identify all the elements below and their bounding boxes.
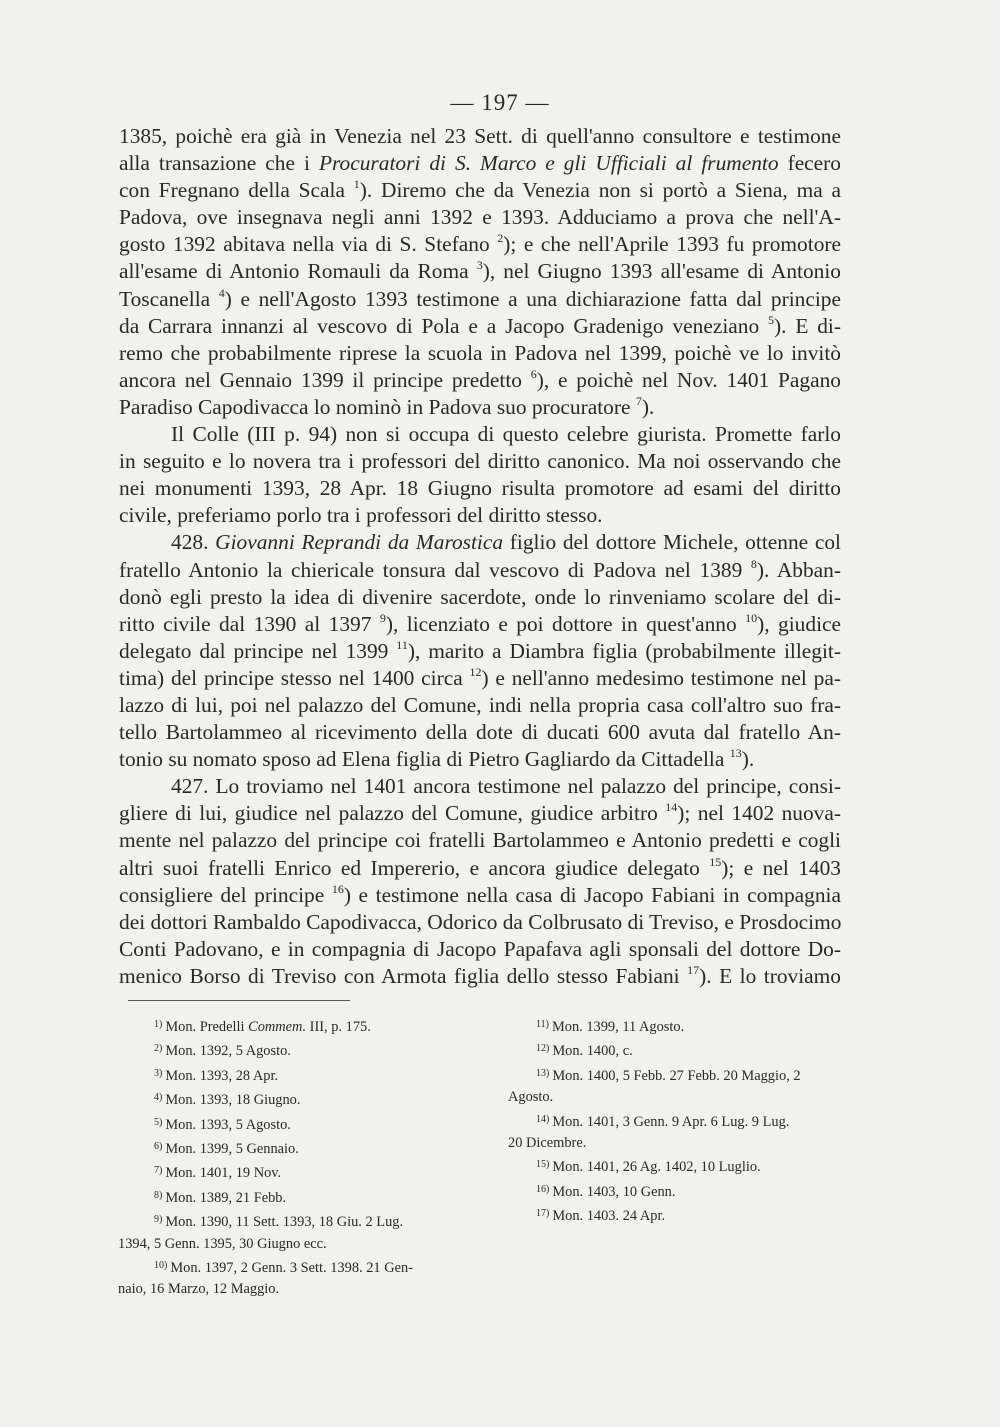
footnote bbox=[508, 1063, 858, 1087]
body-line: remo che probabilmente riprese la scuola in Padova nel 1399, poichè ve lo invitò bbox=[119, 340, 841, 365]
footnote-number: 15) bbox=[536, 1159, 550, 1171]
footnote-number: 12) bbox=[536, 1043, 550, 1055]
page-number: — 197 — bbox=[450, 90, 550, 115]
body-line: civile, preferiamo porlo tra i professori del diritto stesso. bbox=[119, 503, 603, 528]
footnote-number: 6) bbox=[154, 1141, 163, 1153]
body-line: tima) del principe stesso nel 1400 circa $^{12}$) e nell'anno medesimo testimone nel pa- bbox=[119, 664, 841, 690]
body-line: 1385, poichè era già in Venezia nel 23 Sett. di quell'anno consultore e testimone bbox=[119, 124, 841, 148]
footnote-text: Mon. 1389, 21 Febb. bbox=[165, 1189, 287, 1206]
body-line: alla transazione che i Procuratori di S. Marco e gli Ufficiali al frumento fecero bbox=[119, 151, 841, 176]
footnote-text: Mon. 1401, 26 Ag. 1402, 10 Luglio. bbox=[552, 1159, 761, 1176]
body-line: mente nel palazzo del principe coi fratelli Bartolammeo e Antonio predetti e cogli bbox=[119, 828, 841, 853]
footnote bbox=[508, 1087, 858, 1108]
body-line: donò egli presto la idea di divenire sacerdote, onde lo rinveniamo scolare del di- bbox=[119, 584, 841, 609]
footnote bbox=[508, 1154, 858, 1178]
footnote-number: 5) bbox=[154, 1116, 163, 1128]
footnote bbox=[118, 1136, 468, 1160]
body-line: dei dottori Rambaldo Capodivacca, Odorico da Colbrusato di Treviso, e Prosdocimo bbox=[119, 909, 842, 934]
footnote bbox=[118, 1112, 468, 1136]
body-line: gliere di lui, giudice nel palazzo del Comune, giudice arbitro $^{14}$); nel 1402 nuova- bbox=[119, 800, 841, 826]
footnote bbox=[508, 1203, 858, 1227]
body-line: menico Borso di Treviso con Armota figlia dello stesso Fabiani $^{17}$). E lo troviamo bbox=[119, 962, 842, 988]
body-line: Conti Padovano, e in compagnia di Jacopo Papafava agli sponsali del dottore Do- bbox=[119, 936, 841, 961]
footnote-number: 9) bbox=[154, 1214, 163, 1226]
footnote-text: Mon. 1393, 18 Giugno. bbox=[165, 1092, 301, 1109]
footnote-text: Mon. 1401, 19 Nov. bbox=[165, 1165, 282, 1182]
footnote-text: Mon. 1393, 28 Apr. bbox=[165, 1067, 279, 1084]
footnote-text: Mon. 1401, 3 Genn. 9 Apr. 6 Lug. 9 Lug. bbox=[552, 1113, 790, 1130]
body-line: Toscanella $^4$) e nell'Agosto 1393 testimone a una dichiarazione fatta dal principe bbox=[119, 285, 841, 311]
footnotes-left-column bbox=[118, 1014, 468, 1301]
footnote-text: Mon. 1393, 5 Agosto. bbox=[165, 1116, 291, 1133]
footnote-number: 8) bbox=[154, 1189, 163, 1201]
body-line: tonio su nomato sposo ad Elena figlia di Pietro Gagliardo da Cittadella $^{13}$). bbox=[119, 746, 755, 772]
footnote-number: 14) bbox=[536, 1113, 550, 1125]
footnote-number: 3) bbox=[154, 1067, 163, 1079]
body-line: fratello Antonio la chiericale tonsura dal vescovo di Padova nel 1389 $^8$). Abban- bbox=[119, 556, 841, 582]
footnote-text: Mon. 1403, 10 Genn. bbox=[552, 1183, 676, 1200]
body-line: gosto 1392 abitava nella via di S. Stefano $^2$); e che nell'Aprile 1393 fu promotore bbox=[119, 231, 842, 257]
footnote-number: 17) bbox=[536, 1208, 550, 1220]
footnote-text: Mon. 1400, 5 Febb. 27 Febb. 20 Maggio, 2 bbox=[552, 1067, 801, 1084]
footnote-number: 11) bbox=[536, 1019, 549, 1030]
body-line: consigliere del principe $^{16}$) e testimone nella casa di Jacopo Fabiani in compagnia bbox=[119, 881, 841, 907]
footnote-text: Agosto. bbox=[508, 1089, 554, 1106]
footnote-text: Mon. 1399, 5 Gennaio. bbox=[165, 1141, 299, 1158]
footnote bbox=[118, 1279, 468, 1300]
body-line: lazzo di lui, poi nel palazzo del Comune, indi nella propria casa coll'altro suo fra- bbox=[119, 692, 841, 717]
footnote bbox=[508, 1179, 858, 1203]
body-line: delegato dal principe nel 1399 $^{11}$), marito a Diambra figlia (probabilmente illegit- bbox=[119, 637, 841, 663]
body-line: nei monumenti 1393, 28 Apr. 18 Giugno risulta promotore ad esami del diritto bbox=[119, 476, 841, 501]
footnote bbox=[118, 1038, 468, 1062]
body-line: tello Bartolammeo al ricevimento della dote di ducati 600 avuta dal fratello An- bbox=[119, 720, 841, 745]
body-line: ritto civile dal 1390 al 1397 $^9$), licenziato e poi dottore in quest'anno $^{10}$), giudice bbox=[119, 610, 842, 636]
footnote-number: 1) bbox=[154, 1019, 163, 1030]
footnote bbox=[508, 1014, 858, 1038]
footnote bbox=[118, 1185, 468, 1209]
footnote-text: Mon. 1399, 11 Agosto. bbox=[551, 1019, 685, 1035]
footnote-number: 4) bbox=[154, 1092, 163, 1104]
body-line: con Fregnano della Scala $^1$). Diremo che da Venezia non si portò a Siena, ma a bbox=[119, 177, 841, 203]
body-line: in seguito e lo novera tra i professori del diritto canonico. Ma noi osservando che bbox=[119, 449, 841, 474]
body-line: ancora nel Gennaio 1399 il principe predetto $^6$), e poichè nel Nov. 1401 Pagano bbox=[119, 366, 841, 392]
body-line: da Carrara innanzi al vescovo di Pola e a Jacopo Gradenigo veneziano $^5$). E di- bbox=[119, 312, 841, 338]
footnote-text: 1394, 5 Genn. 1395, 30 Giugno ecc. bbox=[118, 1235, 327, 1252]
body-text bbox=[119, 123, 841, 990]
footnote-number: 10) bbox=[154, 1260, 168, 1272]
footnote-number: 2) bbox=[154, 1043, 163, 1055]
footnote-text: Mon. 1397, 2 Genn. 3 Sett. 1398. 21 Gen- bbox=[170, 1260, 413, 1277]
body-line: all'esame di Antonio Romauli da Roma $^3$), nel Giugno 1393 all'esame di Antonio bbox=[119, 258, 841, 284]
footnote-text: naio, 16 Marzo, 12 Maggio. bbox=[118, 1281, 280, 1298]
body-line: 428. Giovanni Reprandi da Marostica figlio del dottore Michele, ottenne col bbox=[171, 530, 841, 555]
footnotes-right-column bbox=[508, 1014, 858, 1228]
body-line: Il Colle (III p. 94) non si occupa di questo celebre giurista. Promette farlo bbox=[171, 422, 841, 447]
footnote-text: Mon. Predelli Commem. III, p. 175. bbox=[165, 1019, 371, 1035]
footnote-number: 16) bbox=[536, 1183, 550, 1195]
body-line: Paradiso Capodivacca lo nominò in Padova suo procuratore $^7$). bbox=[119, 393, 655, 419]
footnote bbox=[118, 1087, 468, 1111]
footnote bbox=[508, 1038, 858, 1062]
body-line: 427. Lo troviamo nel 1401 ancora testimone nel palazzo del principe, consi- bbox=[171, 774, 841, 799]
footnote-number: 7) bbox=[154, 1165, 163, 1177]
body-line: Padova, ove insegnava negli anni 1392 e 1393. Adduciamo a prova che nell'A- bbox=[119, 205, 841, 230]
footnote-text: Mon. 1400, c. bbox=[552, 1043, 633, 1060]
footnote bbox=[118, 1234, 468, 1255]
footnote bbox=[118, 1255, 468, 1279]
footnote bbox=[118, 1014, 468, 1038]
footnote bbox=[118, 1063, 468, 1087]
footnote-divider bbox=[128, 1000, 350, 1001]
footnote-text: 20 Dicembre. bbox=[508, 1135, 587, 1152]
footnote bbox=[508, 1109, 858, 1133]
footnote-text: Mon. 1403. 24 Apr. bbox=[552, 1208, 666, 1225]
footnote-text: Mon. 1392, 5 Agosto. bbox=[165, 1043, 291, 1060]
footnote bbox=[118, 1160, 468, 1184]
body-line: altri suoi fratelli Enrico ed Impererio, e ancora giudice delegato $^{15}$); e nel 1403 bbox=[119, 854, 841, 880]
footnote bbox=[118, 1209, 468, 1233]
footnote bbox=[508, 1133, 858, 1154]
footnote-number: 13) bbox=[536, 1067, 550, 1079]
footnote-text: Mon. 1390, 11 Sett. 1393, 18 Giu. 2 Lug. bbox=[165, 1214, 404, 1231]
